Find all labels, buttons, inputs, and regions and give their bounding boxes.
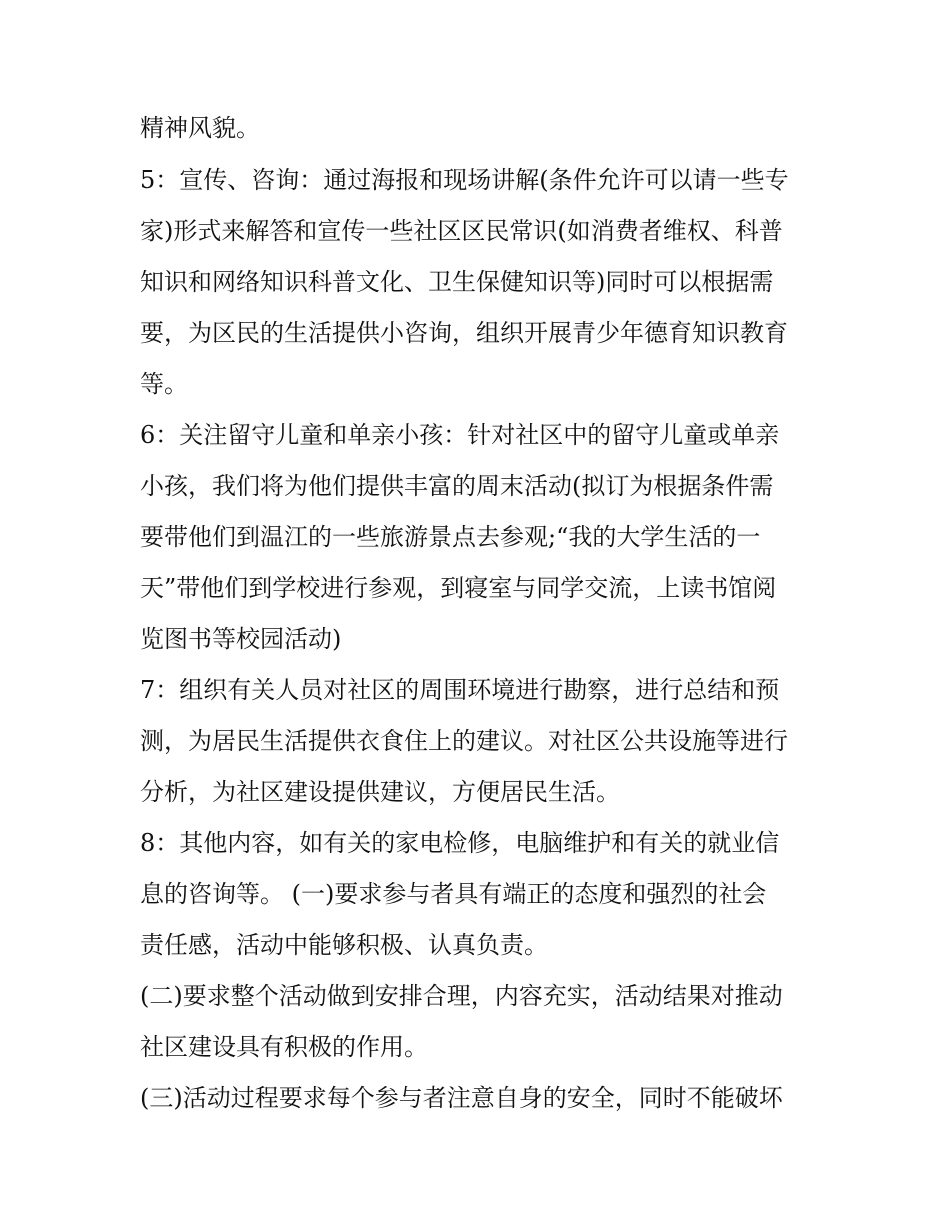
text-line: 分析，为社区建设提供建议，方便居民生活。 (140, 778, 620, 806)
text-line: 责任感，活动中能够积极、认真负责。 (140, 931, 548, 959)
text-line: (三)活动过程要求每个参与者注意自身的安全，同时不能破坏 (140, 1084, 783, 1112)
text-line: 天”带他们到学校进行参观，到寝室与同学交流，上读书馆阅 (140, 574, 777, 602)
text-line: 精神风貌。 (140, 114, 260, 142)
text-line: 社区建设具有积极的作用。 (140, 1033, 428, 1061)
text-line: 小孩，我们将为他们提供丰富的周末活动(拟订为根据条件需 (140, 472, 774, 500)
text-line: 5：宣传、咨询：通过海报和现场讲解(条件允许可以请一些专 (140, 166, 789, 194)
text-line: 6：关注留守儿童和单亲小孩：针对社区中的留守儿童或单亲 (140, 421, 780, 449)
text-line: 要带他们到温江的一些旅游景点去参观;“我的大学生活的一 (140, 523, 761, 551)
text-line: 知识和网络知识科普文化、卫生保健知识等)同时可以根据需 (140, 268, 774, 296)
text-line: 览图书等校园活动) (140, 625, 342, 653)
text-line: 测，为居民生活提供衣食住上的建议。对社区公共设施等进行 (140, 727, 788, 755)
text-line: 7：组织有关人员对社区的周围环境进行勘察，进行总结和预 (140, 676, 780, 704)
text-line: 要，为区民的生活提供小咨询，组织开展青少年德育知识教育 (140, 319, 788, 347)
text-line: 8：其他内容，如有关的家电检修，电脑维护和有关的就业信 (140, 829, 780, 857)
text-line: 家)形式来解答和宣传一些社区区民常识(如消费者维权、科普 (140, 217, 783, 245)
text-line: (二)要求整个活动做到安排合理，内容充实，活动结果对推动 (140, 982, 783, 1010)
text-line: 等。 (140, 370, 188, 398)
text-line: 息的咨询等。 (一)要求参与者具有端正的态度和强烈的社会 (140, 880, 767, 908)
